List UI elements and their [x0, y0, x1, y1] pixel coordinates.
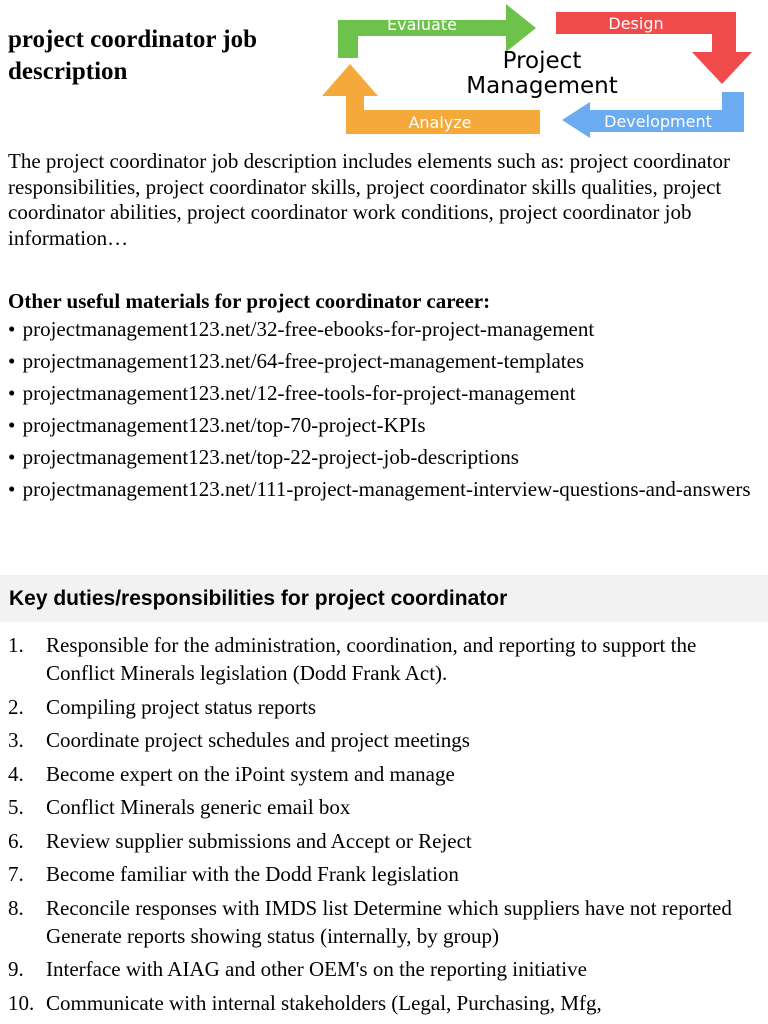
list-item — [8, 760, 764, 788]
bullet: • — [8, 349, 16, 373]
item-text: Conflict Minerals generic email box — [46, 795, 351, 819]
evaluate-label: Evaluate — [387, 15, 457, 34]
item-number: 4. — [8, 761, 24, 786]
design-label: Design — [608, 14, 664, 33]
item-number: 9. — [8, 957, 24, 981]
item-text: Review supplier submissions and Accept or Reject — [46, 828, 472, 853]
materials-list — [8, 316, 764, 502]
bullet: • — [8, 445, 16, 469]
material-link-item[interactable] — [8, 412, 764, 438]
list-item — [8, 631, 764, 687]
list-item — [8, 955, 764, 983]
bullet: • — [8, 381, 16, 405]
item-text: Reconcile responses with IMDS list Determine which suppliers have not reported Generate reports showing status (internally, by group) — [46, 895, 732, 948]
item-text: Coordinate project schedules and project meetings — [46, 728, 470, 752]
development-label: Development — [604, 112, 712, 131]
material-link-item[interactable] — [8, 444, 764, 470]
bullet: • — [8, 317, 16, 341]
item-text: Become expert on the iPoint system and manage — [46, 761, 455, 786]
project-management-cycle-graphic — [318, 0, 768, 140]
duties-list — [8, 631, 764, 1017]
material-link[interactable]: projectmanagement123.net/top-70-project-KPIs — [22, 413, 426, 437]
item-text: Become familiar with the Dodd Frank legislation — [46, 862, 459, 886]
graphic-title-line1: Project — [502, 48, 582, 74]
material-link[interactable]: projectmanagement123.net/12-free-tools-for-project-management — [22, 381, 576, 405]
list-item — [8, 860, 764, 888]
list-item — [8, 793, 764, 821]
material-link-item[interactable] — [8, 380, 764, 406]
item-number: 10. — [8, 990, 35, 1015]
item-number: 8. — [8, 895, 24, 920]
material-link-item[interactable] — [8, 476, 764, 502]
item-text: Compiling project status reports — [46, 694, 317, 719]
item-number: 6. — [8, 828, 24, 853]
material-link[interactable]: projectmanagement123.net/64-free-project-management-templates — [22, 349, 585, 373]
list-item — [8, 989, 764, 1017]
item-text: Communicate with internal stakeholders (Legal, Purchasing, Mfg, — [46, 990, 602, 1015]
list-item — [8, 726, 764, 754]
intro-paragraph: The project coordinator job description includes elements such as: project coordinator responsibilities, project coordinator skills, project coordinator skills qualities, project coordinator abilities, project coordinator work conditions, project coordinator job information… — [8, 149, 730, 250]
page-title: project coordinator job description — [8, 26, 258, 85]
item-number: 7. — [8, 862, 24, 886]
material-link[interactable]: projectmanagement123.net/32-free-ebooks-for-project-management — [22, 317, 595, 341]
bullet: • — [8, 477, 16, 501]
material-link[interactable]: projectmanagement123.net/111-project-management-interview-questions-and-answers — [22, 477, 751, 501]
list-item — [8, 693, 764, 721]
material-link-item[interactable] — [8, 316, 764, 342]
bullet: • — [8, 413, 16, 437]
graphic-title-line2: Management — [466, 73, 618, 99]
list-item — [8, 827, 764, 855]
item-number: 3. — [8, 728, 24, 752]
material-link[interactable]: projectmanagement123.net/top-22-project-job-descriptions — [22, 445, 519, 469]
item-number: 2. — [8, 694, 24, 719]
item-number: 5. — [8, 795, 24, 819]
item-text: Responsible for the administration, coordination, and reporting to support the Conflict Minerals legislation (Dodd Frank Act). — [46, 633, 697, 685]
list-item — [8, 894, 764, 950]
item-number: 1. — [8, 633, 24, 657]
item-text: Interface with AIAG and other OEM's on the reporting initiative — [46, 957, 587, 981]
duties-section-header — [0, 575, 768, 622]
duties-section — [8, 631, 764, 1022]
analyze-label: Analyze — [408, 113, 472, 132]
materials-section — [8, 286, 764, 508]
duties-heading: Key duties/responsibilities for project coordinator — [9, 587, 508, 610]
materials-heading: Other useful materials for project coordinator career: — [8, 289, 491, 313]
material-link-item[interactable] — [8, 348, 764, 374]
